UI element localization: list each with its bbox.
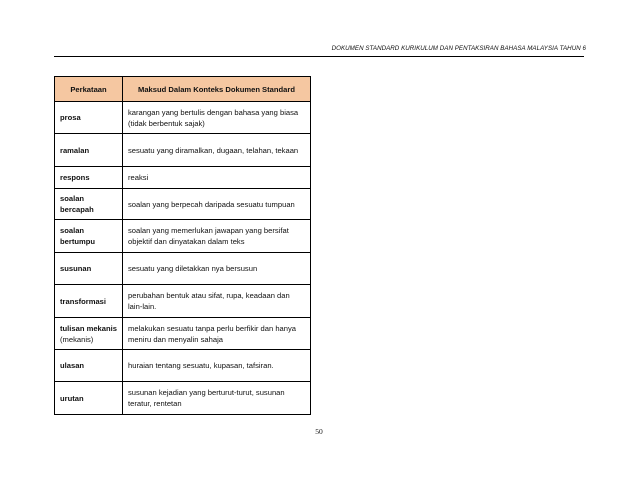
table-body	[55, 102, 311, 415]
meaning-cell: melakukan sesuatu tanpa perlu berfikir dan hanya meniru dan menyalin sahaja	[123, 318, 311, 350]
term-cell	[55, 253, 123, 285]
column-header-meaning: Maksud Dalam Konteks Dokumen Standard	[123, 77, 311, 102]
term-cell	[55, 318, 123, 350]
term-cell	[55, 350, 123, 382]
column-header-term: Perkataan	[55, 77, 123, 102]
meaning-cell: soalan yang memerlukan jawapan yang bersifat objektif dan dinyatakan dalam teks	[123, 220, 311, 253]
term-cell	[55, 382, 123, 415]
term-label: soalan bercapah	[60, 194, 94, 214]
meaning-cell: soalan yang berpecah daripada sesuatu tumpuan	[123, 189, 311, 220]
term-label: tulisan mekanis	[60, 323, 117, 333]
meaning-cell: susunan kejadian yang berturut-turut, susunan teratur, rentetan	[123, 382, 311, 415]
header-divider	[54, 56, 584, 57]
table-row	[55, 220, 311, 253]
table-row	[55, 285, 311, 318]
page-number: 50	[315, 427, 323, 436]
table-row	[55, 102, 311, 134]
table-row	[55, 167, 311, 189]
table-row	[55, 350, 311, 382]
term-label: ramalan	[60, 145, 90, 155]
meaning-cell: sesuatu yang diramalkan, dugaan, telahan, tekaan	[123, 134, 311, 167]
term-label: urutan	[60, 393, 84, 403]
meaning-cell: sesuatu yang diletakkan nya bersusun	[123, 253, 311, 285]
document-header-title: DOKUMEN STANDARD KURIKULUM DAN PENTAKSIRAN BAHASA MALAYSIA TAHUN 6	[331, 45, 586, 52]
table-row	[55, 189, 311, 220]
table-row	[55, 318, 311, 350]
meaning-cell: perubahan bentuk atau sifat, rupa, keadaan dan lain-lain.	[123, 285, 311, 318]
term-cell	[55, 167, 123, 189]
term-label: prosa	[60, 113, 81, 122]
glossary-table	[54, 76, 311, 415]
term-cell	[55, 102, 123, 134]
term-label: transformasi	[60, 296, 107, 306]
meaning-cell: reaksi	[123, 167, 311, 189]
term-label: ulasan	[60, 361, 85, 370]
meaning-cell: huraian tentang sesuatu, kupasan, tafsiran.	[123, 350, 311, 382]
term-cell	[55, 220, 123, 253]
term-cell	[55, 189, 123, 220]
term-cell	[55, 285, 123, 318]
meaning-cell: karangan yang bertulis dengan bahasa yang biasa (tidak berbentuk sajak)	[123, 102, 311, 134]
table-row	[55, 134, 311, 167]
table-row	[55, 382, 311, 415]
term-sublabel: (mekanis)	[60, 334, 94, 344]
table-row	[55, 253, 311, 285]
term-cell	[55, 134, 123, 167]
term-label: soalan bertumpu	[60, 226, 96, 246]
term-label: respons	[60, 173, 90, 182]
table-header-row	[55, 77, 311, 102]
term-label: susunan	[60, 264, 92, 273]
